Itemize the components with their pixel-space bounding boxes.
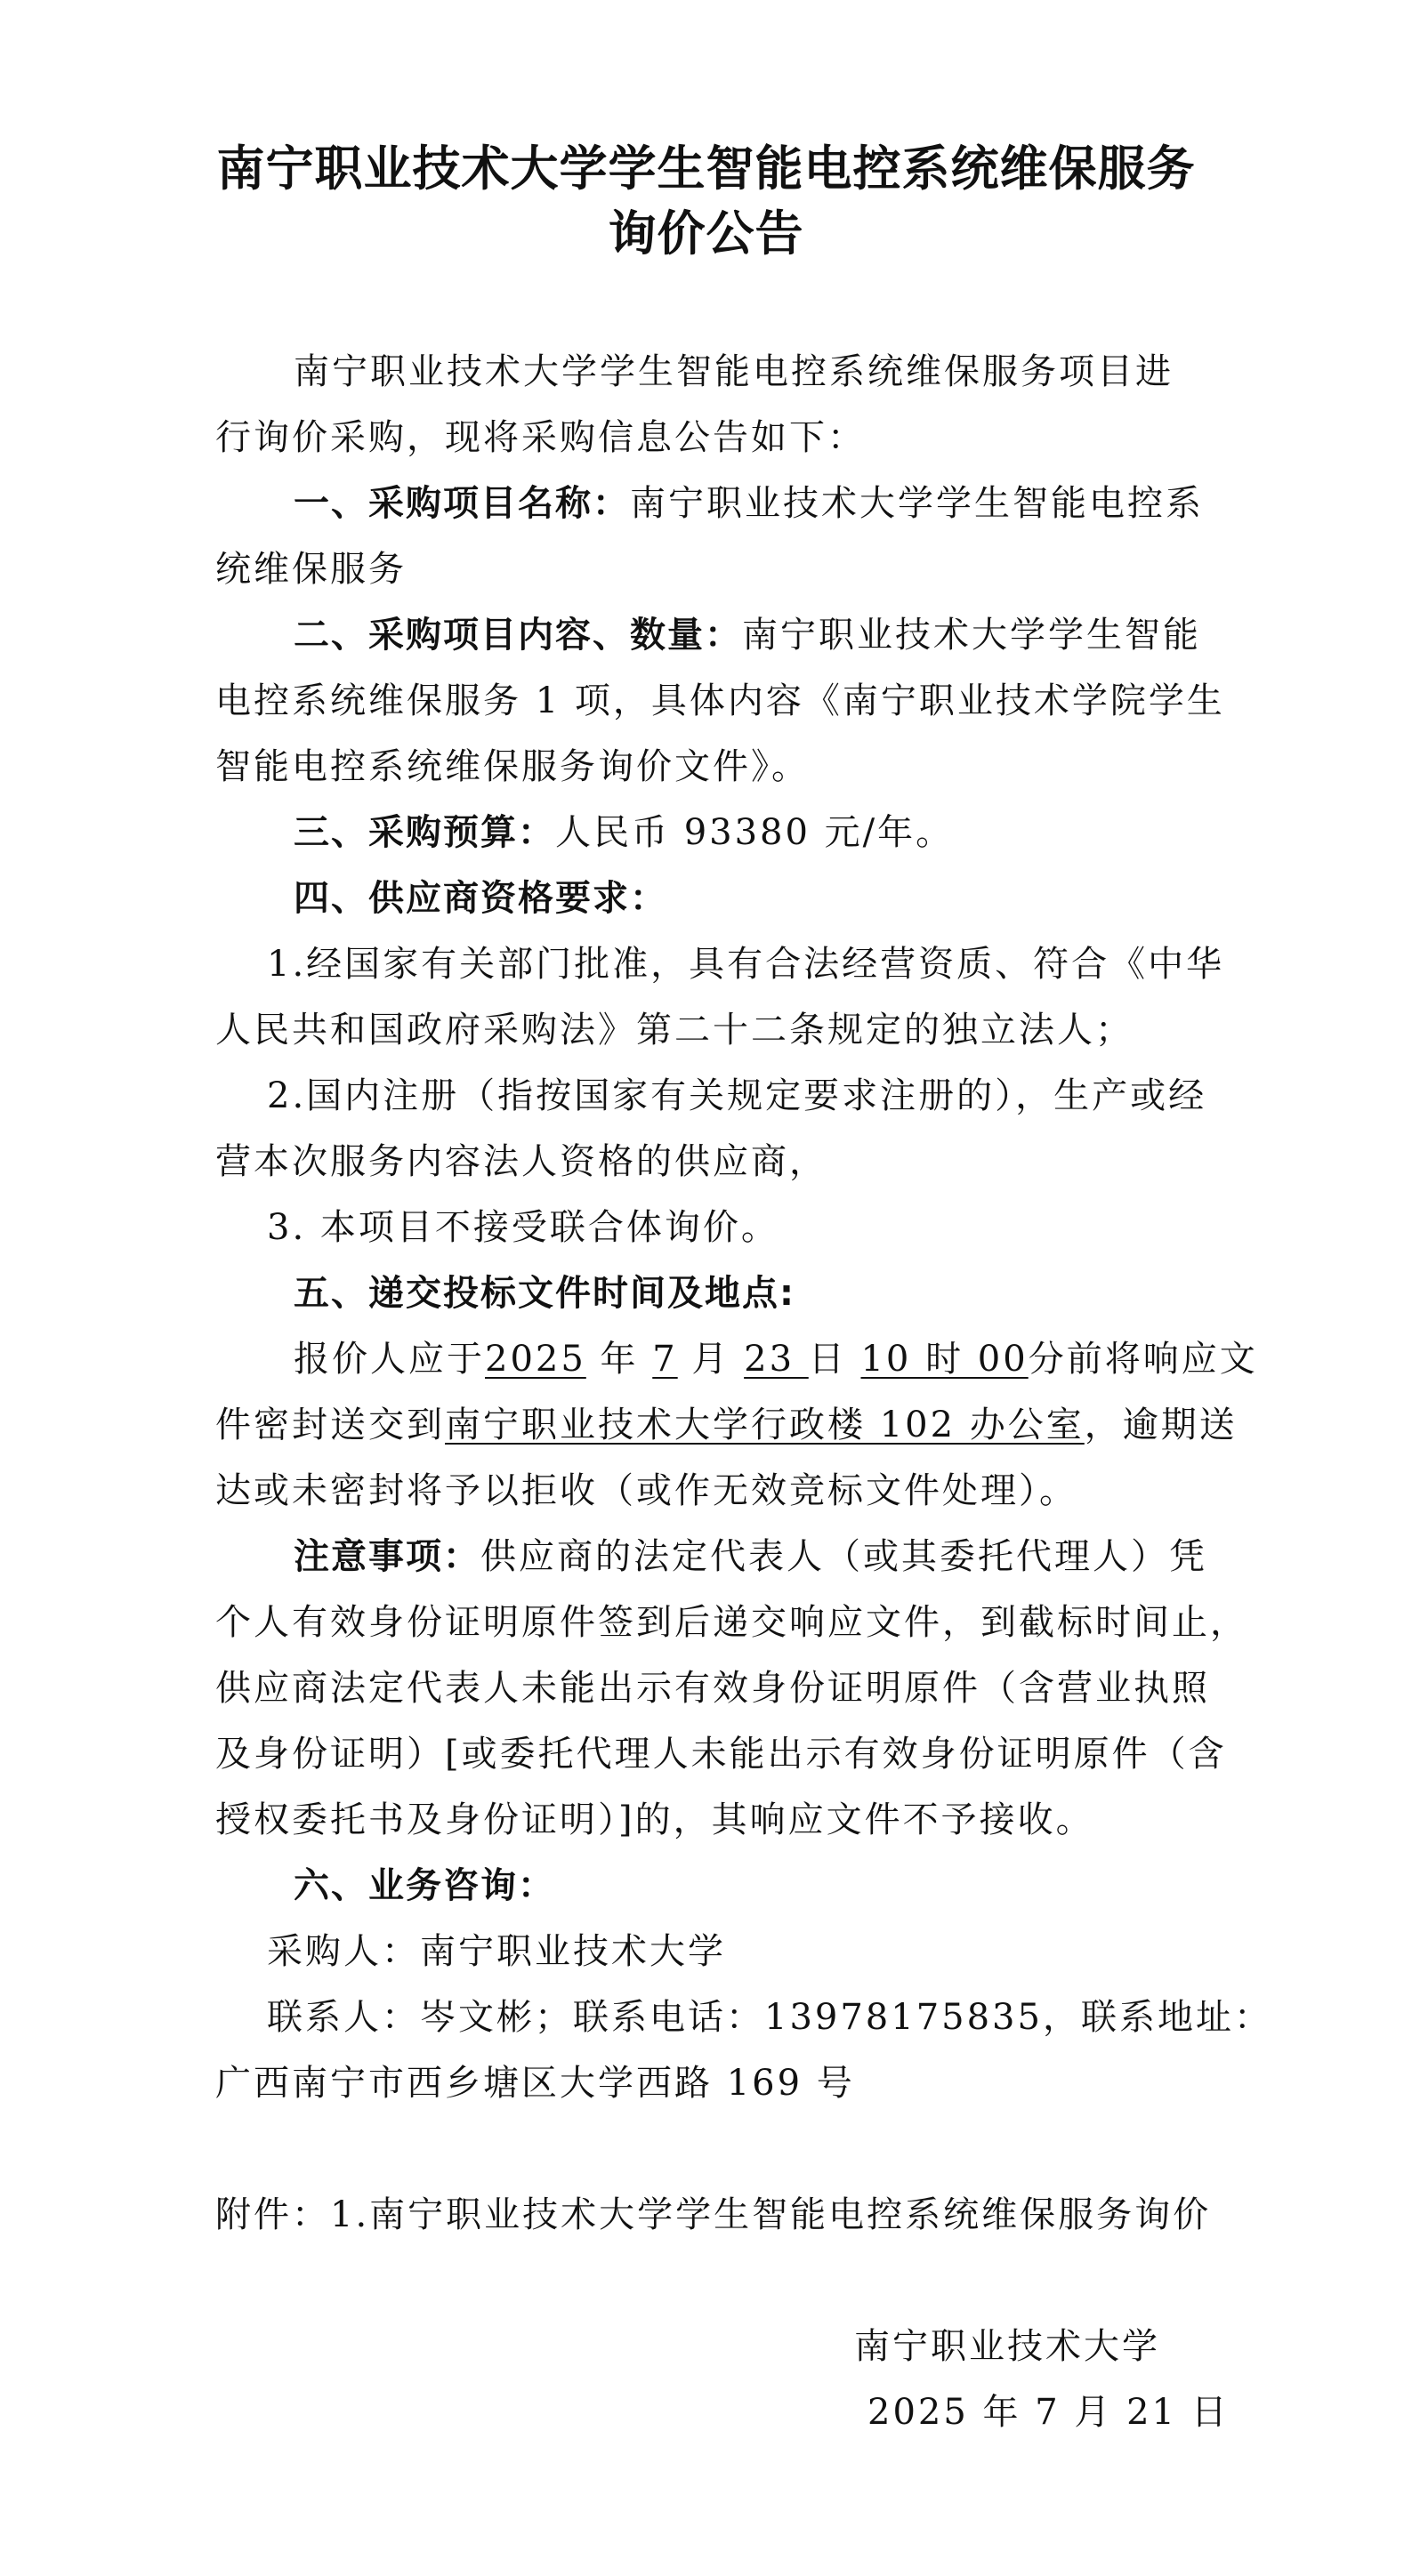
section-1-line-1	[294, 481, 1204, 526]
deadline-year: 2025	[485, 1339, 586, 1380]
section-2-line-2: 电控系统维保服务 1 项，具体内容《南宁职业技术学院学生	[215, 680, 1225, 721]
attachment-line: 附件：1.南宁职业技术大学学生智能电控系统维保服务询价	[215, 2194, 1212, 2235]
notice-line-1	[294, 1534, 1207, 1579]
section-1-line-2: 统维保服务	[215, 549, 407, 590]
notice-line-4: 及身份证明）[或委托代理人未能出示有效身份证明原件（含	[215, 1734, 1227, 1775]
month-unit: 月	[677, 1339, 745, 1380]
notice-heading: 注意事项：	[294, 1536, 480, 1577]
deadline-day: 23	[744, 1339, 809, 1380]
section-3-heading: 三、采购预算：	[294, 812, 555, 853]
deadline-suffix: 分前将响应文	[1028, 1339, 1258, 1380]
qualification-2-line-1: 2.国内注册（指按国家有关规定要求注册的），生产或经	[267, 1075, 1207, 1116]
signature-date: 2025 年 7 月 21 日	[867, 2392, 1230, 2433]
notice-line-2: 个人有效身份证明原件签到后递交响应文件，到截标时间止，	[215, 1602, 1248, 1643]
contact-line: 联系人：岑文彬；联系电话：13978175835，联系地址：	[267, 1997, 1272, 2038]
title-line-1: 南宁职业技术大学学生智能电控系统维保服务	[216, 141, 1196, 197]
section-2-heading: 二、采购项目内容、数量：	[294, 615, 742, 656]
section-2-line-1	[294, 613, 1201, 657]
notice-line-5: 授权委托书及身份证明）]的，其响应文件不予接收。	[215, 1799, 1094, 1840]
deadline-line-1	[294, 1337, 1258, 1381]
qualification-2-line-2: 营本次服务内容法人资格的供应商，	[215, 1141, 827, 1182]
section-2-text: 南宁职业技术大学学生智能	[742, 615, 1201, 656]
section-2-line-3: 智能电控系统维保服务询价文件》。	[215, 746, 810, 787]
notice-text-1: 供应商的法定代表人（或其委托代理人）凭	[480, 1536, 1207, 1577]
deadline-line-3: 达或未密封将予以拒收（或作无效竞标文件处理）。	[215, 1470, 1077, 1511]
qualification-3: 3. 本项目不接受联合体询价。	[267, 1207, 779, 1248]
qualification-1-line-2: 人民共和国政府采购法》第二十二条规定的独立法人；	[215, 1010, 1134, 1051]
section-6-heading: 六、业务咨询：	[294, 1865, 555, 1906]
address-line: 广西南宁市西乡塘区大学西路 169 号	[215, 2063, 855, 2104]
delivery-suffix: ，逾期送	[1084, 1405, 1238, 1445]
section-1-heading: 一、采购项目名称：	[294, 483, 630, 524]
section-1-text: 南宁职业技术大学学生智能电控系	[630, 483, 1204, 524]
deadline-line-2	[215, 1403, 1238, 1447]
deadline-prefix: 报价人应于	[294, 1339, 485, 1380]
notice-line-3: 供应商法定代表人未能出示有效身份证明原件（含营业执照	[215, 1668, 1210, 1709]
delivery-prefix: 件密封送交到	[215, 1405, 445, 1445]
delivery-place: 南宁职业技术大学行政楼 102 办公室	[445, 1405, 1085, 1445]
signature-org: 南宁职业技术大学	[854, 2326, 1160, 2367]
intro-line-1: 南宁职业技术大学学生智能电控系统维保服务项目进	[294, 351, 1174, 392]
qualification-1-line-1: 1.经国家有关部门批准，具有合法经营资质、符合《中华	[267, 944, 1225, 985]
intro-line-2: 行询价采购，现将采购信息公告如下：	[215, 417, 866, 458]
day-unit: 日	[808, 1339, 861, 1380]
deadline-time: 10 时 00	[860, 1339, 1029, 1380]
budget-text: 人民币 93380 元/年。	[555, 812, 955, 853]
section-3-line	[294, 810, 954, 855]
title-line-2: 询价公告	[608, 205, 804, 262]
section-5-heading: 五、递交投标文件时间及地点:	[294, 1273, 795, 1314]
section-4-heading: 四、供应商资格要求：	[294, 878, 667, 919]
year-unit: 年	[585, 1339, 653, 1380]
buyer-line: 采购人：南宁职业技术大学	[267, 1931, 726, 1972]
deadline-month: 7	[652, 1339, 678, 1380]
